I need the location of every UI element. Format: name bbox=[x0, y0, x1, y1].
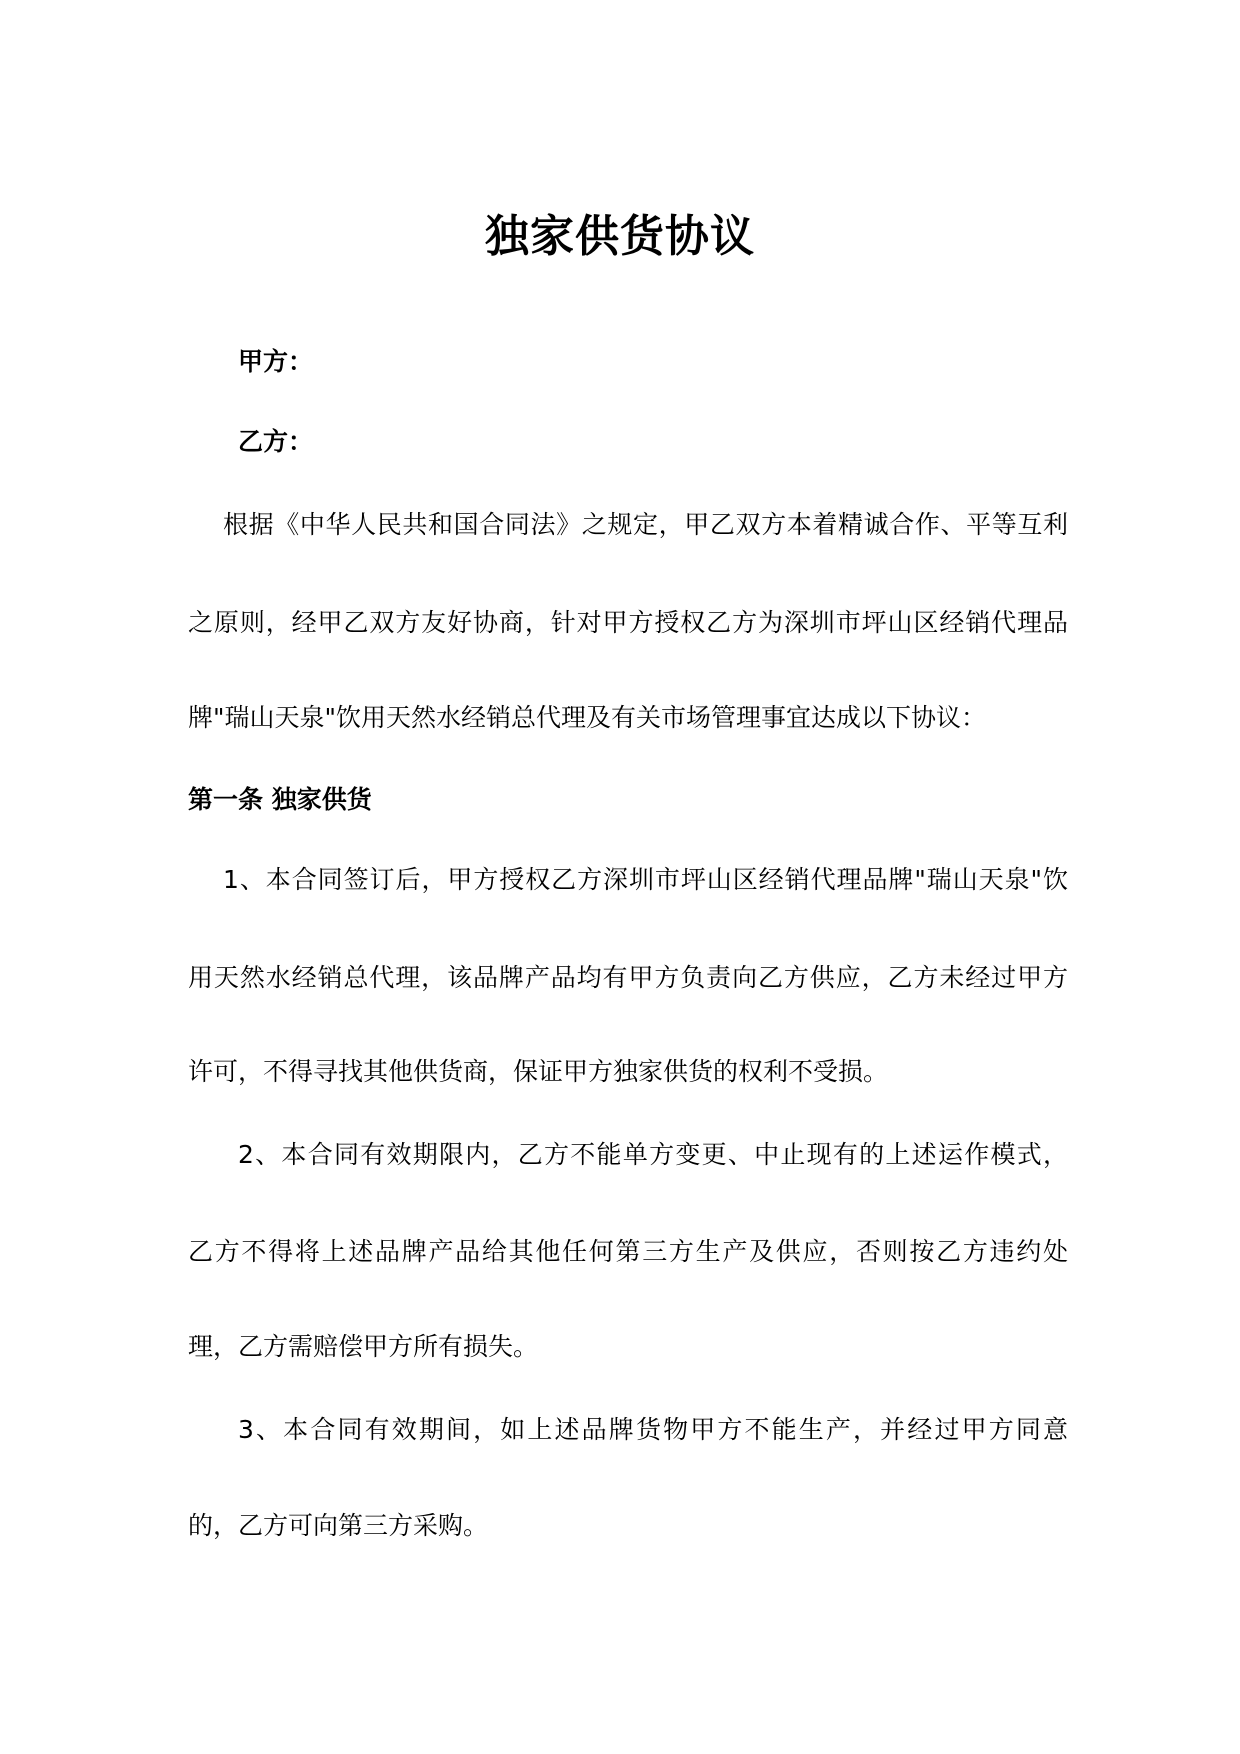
clause-line: 2、本合同有效期限内，乙方不能单方变更、中止现有的上述运作模式， bbox=[238, 1140, 1068, 1169]
preamble-line: 牌"瑞山天泉"饮用天然水经销总代理及有关市场管理事宜达成以下协议： bbox=[188, 703, 987, 732]
clause-line: 1、本合同签订后，甲方授权乙方深圳市坪山区经销代理品牌"瑞山天泉"饮 bbox=[223, 865, 1068, 894]
clause-line: 理，乙方需赔偿甲方所有损失。 bbox=[188, 1332, 539, 1361]
party-b-label: 乙方： bbox=[238, 427, 314, 456]
clause-line: 许可，不得寻找其他供货商，保证甲方独家供货的权利不受损。 bbox=[188, 1057, 889, 1086]
preamble-line: 根据《中华人民共和国合同法》之规定，甲乙双方本着精诚合作、平等互利 bbox=[223, 510, 1068, 539]
clause-line: 的，乙方可向第三方采购。 bbox=[188, 1511, 489, 1540]
clause-line: 乙方不得将上述品牌产品给其他任何第三方生产及供应，否则按乙方违约处 bbox=[188, 1237, 1068, 1266]
document-title: 独家供货协议 bbox=[485, 211, 755, 262]
clause-line: 3、本合同有效期间，如上述品牌货物甲方不能生产，并经过甲方同意 bbox=[238, 1415, 1068, 1444]
party-a-label: 甲方： bbox=[238, 347, 314, 376]
preamble-line: 之原则，经甲乙双方友好协商，针对甲方授权乙方为深圳市坪山区经销代理品 bbox=[188, 608, 1068, 637]
clause-line: 用天然水经销总代理，该品牌产品均有甲方负责向乙方供应，乙方未经过甲方 bbox=[188, 963, 1068, 992]
article-heading: 第一条 独家供货 bbox=[188, 785, 372, 814]
